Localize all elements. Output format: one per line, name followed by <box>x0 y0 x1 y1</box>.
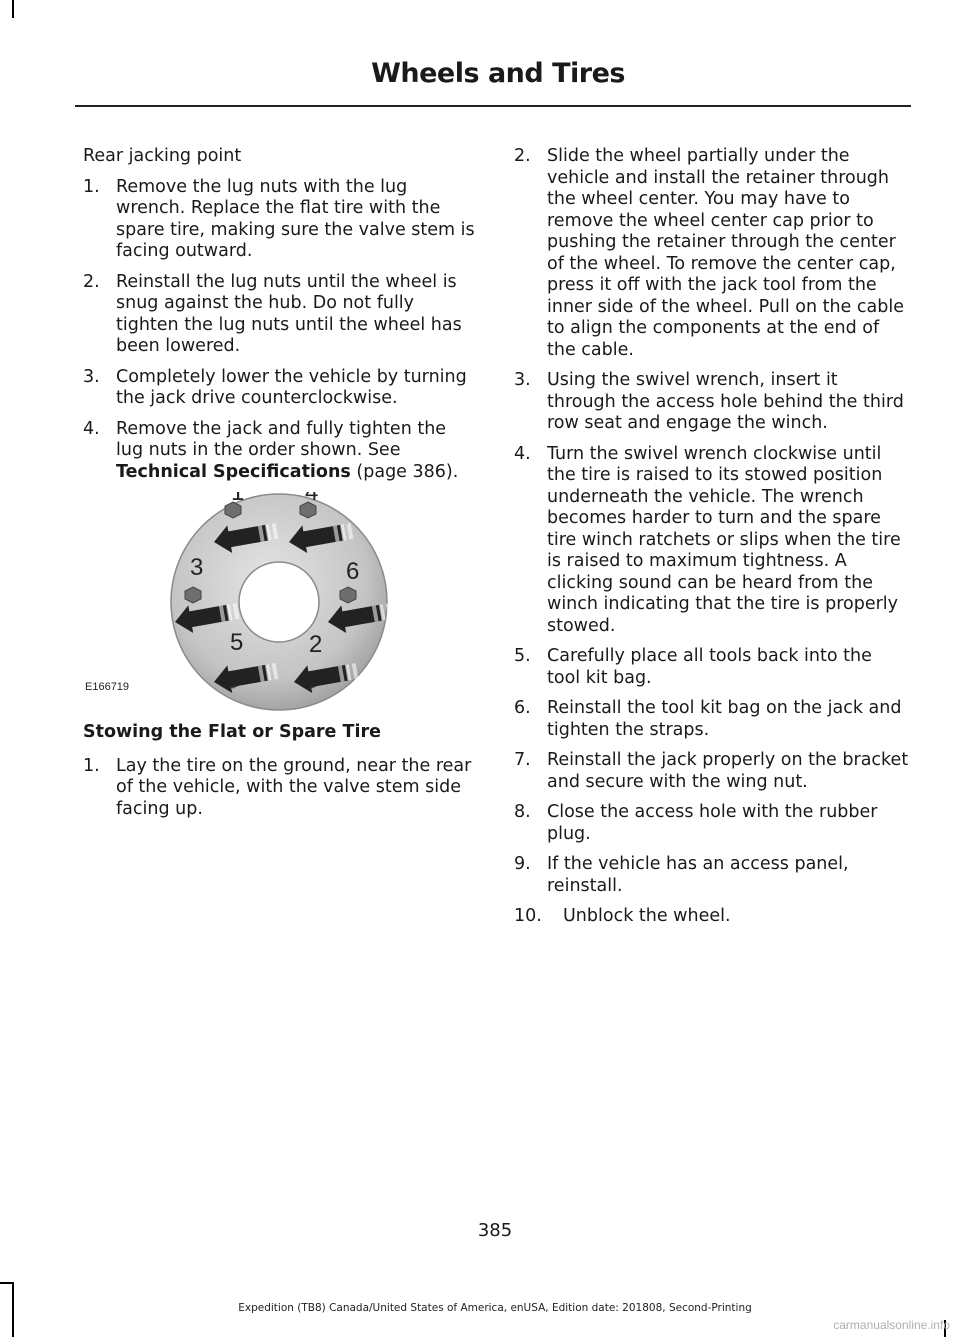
list-text: Reinstall the jack properly on the bracket and secure with the wing nut. <box>547 750 909 792</box>
list-number: 1. <box>83 755 100 776</box>
list-number: 1. <box>83 176 100 197</box>
watermark: carmanualsonline.info <box>833 1318 950 1332</box>
section-heading: Stowing the Flat or Spare Tire <box>83 722 381 742</box>
page-number: 385 <box>477 1220 513 1241</box>
list-item <box>83 272 478 358</box>
list-text-page-ref: (page 386). <box>350 461 459 482</box>
list-text: Using the swivel wrench, insert it through the access hole behind the third row seat and engage the winch. <box>547 370 904 433</box>
list-item <box>514 802 910 845</box>
lug-label: 5 <box>230 629 244 656</box>
edition-info: Expedition (TB8) Canada/United States of America, enUSA, Edition date: 201808, Second-Printing <box>238 1302 752 1314</box>
lug-label: 3 <box>190 554 204 581</box>
list-item <box>514 646 910 689</box>
lug-label: 2 <box>309 631 323 658</box>
crop-mark-top-left <box>12 0 14 18</box>
list-item <box>83 367 478 410</box>
right-column <box>514 146 910 937</box>
list-number: 5. <box>514 646 531 666</box>
list-number: 9. <box>514 854 531 874</box>
header-rule <box>75 105 911 107</box>
wheel-hub-illustration <box>83 492 478 712</box>
lug-label: 4 <box>305 492 319 506</box>
list-item <box>83 756 478 821</box>
list-number: 3. <box>83 366 100 387</box>
crop-mark-bottom-left-h <box>0 1282 14 1284</box>
list-item <box>514 854 910 897</box>
list-item <box>514 906 910 928</box>
list-item <box>514 146 910 361</box>
intro-text: Rear jacking point <box>83 146 242 166</box>
list-number: 6. <box>514 698 531 718</box>
left-column <box>83 146 478 829</box>
list-text: Completely lower the vehicle by turning the jack drive counterclockwise. <box>116 366 467 408</box>
wheel-center-hole <box>239 562 319 642</box>
list-number: 8. <box>514 802 531 822</box>
list-number: 2. <box>83 271 100 292</box>
list-text: Slide the wheel partially under the vehicle and install the retainer through the wheel center. You may have to remove the wheel center cap prior to pushing the retainer through the center of the wheel. To remove the center cap, press it off with the jack tool from the inner side of the wheel. Pull on the cable to align the components at the end of the cable. <box>547 146 904 360</box>
lug-label: 6 <box>346 558 360 585</box>
list-text: Carefully place all tools back into the tool kit bag. <box>547 646 872 688</box>
lug-nut-order-figure <box>83 492 478 712</box>
list-text: Unblock the wheel. <box>563 906 731 926</box>
list-text: Remove the jack and fully tighten the lug nuts in the order shown. See <box>116 418 447 460</box>
list-text: Lay the tire on the ground, near the rear of the vehicle, with the valve stem side facing up. <box>116 755 472 819</box>
list-number: 10. <box>514 906 542 926</box>
list-item <box>514 370 910 435</box>
lug-label: 1 <box>231 492 245 506</box>
list-number: 7. <box>514 750 531 770</box>
list-text: Remove the lug nuts with the lug wrench. Replace the flat tire with the spare tire, making sure the valve stem is facing outward. <box>116 176 475 261</box>
list-text: Reinstall the tool kit bag on the jack and tighten the straps. <box>547 698 902 740</box>
list-number: 3. <box>514 370 531 390</box>
list-text: If the vehicle has an access panel, reinstall. <box>547 854 849 896</box>
list-item <box>83 177 478 263</box>
list-number: 4. <box>83 418 100 439</box>
figure-code: E166719 <box>85 680 130 693</box>
list-item <box>514 698 910 741</box>
cross-reference-link[interactable]: Technical Specifications <box>116 461 351 482</box>
list-item <box>514 444 910 638</box>
list-number: 4. <box>514 443 531 464</box>
list-text: Reinstall the lug nuts until the wheel is snug against the hub. Do not fully tighten the lug nuts until the wheel has been lowered. <box>116 271 462 356</box>
list-number: 2. <box>514 146 531 166</box>
list-item <box>83 419 478 484</box>
list-item <box>514 750 910 793</box>
list-text: Close the access hole with the rubber plug. <box>547 802 878 844</box>
list-text: Turn the swivel wrench clockwise until the tire is raised to its stowed position underneath the vehicle. The wrench becomes harder to turn and the spare tire winch ratchets or slips when the tire is raised to maximum tightness. A clicking sound can be heard from the winch indicating that the tire is properly stowed. <box>547 443 901 636</box>
page-title: Wheels and Tires <box>371 58 625 89</box>
